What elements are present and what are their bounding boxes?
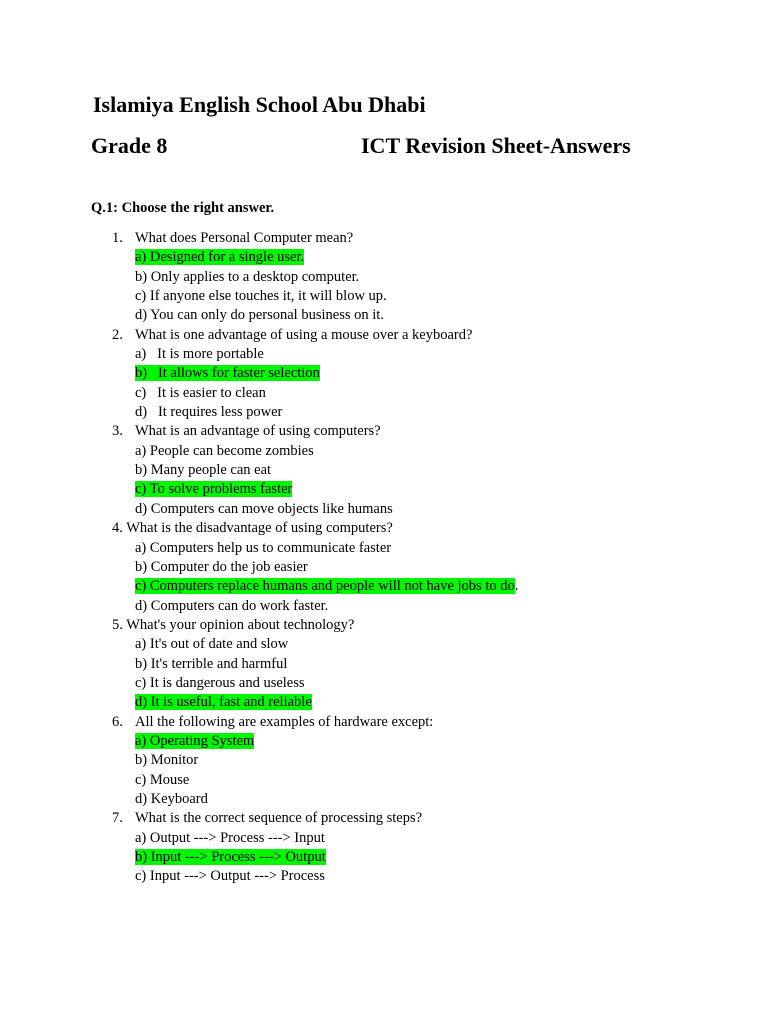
option-wrapper [135, 480, 292, 499]
option-wrapper [135, 364, 320, 383]
answer-option [0, 751, 768, 770]
option-text: c) It is easier to clean [135, 384, 266, 401]
highlighted-answer-text: b) It allows for faster selection [135, 365, 320, 382]
answer-option [0, 500, 768, 519]
option-wrapper [135, 655, 287, 674]
question-number: 3. [112, 423, 123, 440]
question-number: 2. [112, 326, 123, 343]
option-wrapper [135, 674, 305, 693]
answer-option [0, 384, 768, 403]
question-number: 7. [112, 810, 123, 827]
option-trailing-punctuation: . [514, 578, 519, 595]
option-text: d) Keyboard [135, 790, 208, 807]
option-wrapper [135, 597, 328, 616]
answer-option [0, 655, 768, 674]
option-wrapper [135, 384, 266, 403]
question-item [0, 326, 768, 345]
answer-option [0, 674, 768, 693]
grade-label: Grade 8 [91, 133, 168, 158]
school-name: Islamiya English School Abu Dhabi [93, 92, 426, 117]
option-wrapper [135, 500, 393, 519]
option-text: a) Computers help us to communicate faster [135, 539, 392, 556]
option-wrapper [135, 539, 391, 558]
option-wrapper [135, 751, 198, 770]
option-wrapper [135, 345, 264, 364]
highlighted-answer-text: a) Operating System [135, 732, 255, 749]
option-text: d) It requires less power [135, 404, 283, 421]
option-text: d) You can only do personal business on it. [135, 307, 384, 324]
option-text: c) Input ---> Output ---> Process [135, 868, 325, 885]
answer-option-correct [0, 848, 768, 867]
option-wrapper [135, 867, 325, 886]
option-wrapper [135, 693, 312, 712]
question-text: All the following are examples of hardware except: [135, 713, 434, 730]
option-text: b) Computer do the job easier [135, 558, 308, 575]
question-item [0, 229, 768, 248]
answer-option-correct [0, 577, 768, 596]
answer-option [0, 539, 768, 558]
question-text: What is an advantage of using computers? [135, 423, 381, 440]
answer-option [0, 635, 768, 654]
option-wrapper [135, 558, 308, 577]
option-wrapper [135, 829, 325, 848]
question-item [0, 809, 768, 828]
option-wrapper [135, 268, 359, 287]
option-wrapper [135, 577, 518, 596]
question-item [0, 713, 768, 732]
option-wrapper [135, 848, 326, 867]
option-wrapper [135, 248, 304, 267]
answer-option [0, 306, 768, 325]
option-wrapper [135, 732, 254, 751]
answer-option [0, 771, 768, 790]
answer-option [0, 829, 768, 848]
answer-option [0, 403, 768, 422]
sheet-title: ICT Revision Sheet-Answers [361, 133, 631, 158]
highlighted-answer-text: c) To solve problems faster [135, 481, 293, 498]
answer-option [0, 461, 768, 480]
option-wrapper [135, 442, 314, 461]
answer-option [0, 790, 768, 809]
option-wrapper [135, 461, 271, 480]
answer-option [0, 287, 768, 306]
highlighted-answer-text: d) It is useful, fast and reliable [135, 694, 312, 711]
question-text: What is the correct sequence of processing steps? [135, 810, 423, 827]
question-item [0, 422, 768, 441]
answer-option-correct [0, 364, 768, 383]
question-list [0, 229, 768, 887]
answer-option-correct [0, 732, 768, 751]
option-text: b) Monitor [135, 752, 199, 769]
option-text: a) It is more portable [135, 346, 264, 363]
option-text: a) Output ---> Process ---> Input [135, 829, 325, 846]
answer-option [0, 442, 768, 461]
question-item [0, 616, 768, 635]
answer-option-correct [0, 480, 768, 499]
option-text: d) Computers can do work faster. [135, 597, 329, 614]
answer-option [0, 867, 768, 886]
option-wrapper [135, 287, 387, 306]
option-text: b) It's terrible and harmful [135, 655, 288, 672]
option-text: c) It is dangerous and useless [135, 674, 305, 691]
option-wrapper [135, 790, 208, 809]
question-number: 6. [112, 713, 123, 730]
option-text: a) People can become zombies [135, 442, 314, 459]
answer-option [0, 268, 768, 287]
option-wrapper [135, 771, 189, 790]
question-number: 1. [112, 230, 123, 246]
option-text: c) If anyone else touches it, it will blow up. [135, 288, 387, 305]
highlighted-answer-text: c) Computers replace humans and people will not have jobs to do [135, 578, 515, 595]
highlighted-answer-text: a) Designed for a single user. [135, 249, 305, 266]
question-text: What does Personal Computer mean? [135, 230, 354, 246]
option-text: a) It's out of date and slow [135, 636, 289, 653]
option-text: b) Only applies to a desktop computer. [135, 268, 360, 285]
answer-option [0, 345, 768, 364]
highlighted-answer-text: b) Input ---> Process ---> Output [135, 849, 326, 865]
answer-option-correct [0, 693, 768, 712]
option-text: c) Mouse [135, 771, 190, 788]
option-wrapper [135, 306, 384, 325]
option-text: b) Many people can eat [135, 462, 272, 479]
answer-option-correct [0, 248, 768, 267]
question-text: 4. What is the disadvantage of using computers? [112, 520, 393, 537]
option-text: d) Computers can move objects like humans [135, 500, 393, 517]
answer-option [0, 558, 768, 577]
option-wrapper [135, 403, 282, 422]
question-text: What is one advantage of using a mouse over a keyboard? [135, 326, 473, 343]
answer-option [0, 597, 768, 616]
option-wrapper [135, 635, 288, 654]
question-item [0, 519, 768, 538]
question-text: 5. What's your opinion about technology? [112, 616, 355, 633]
section-heading: Q.1: Choose the right answer. [91, 200, 275, 216]
